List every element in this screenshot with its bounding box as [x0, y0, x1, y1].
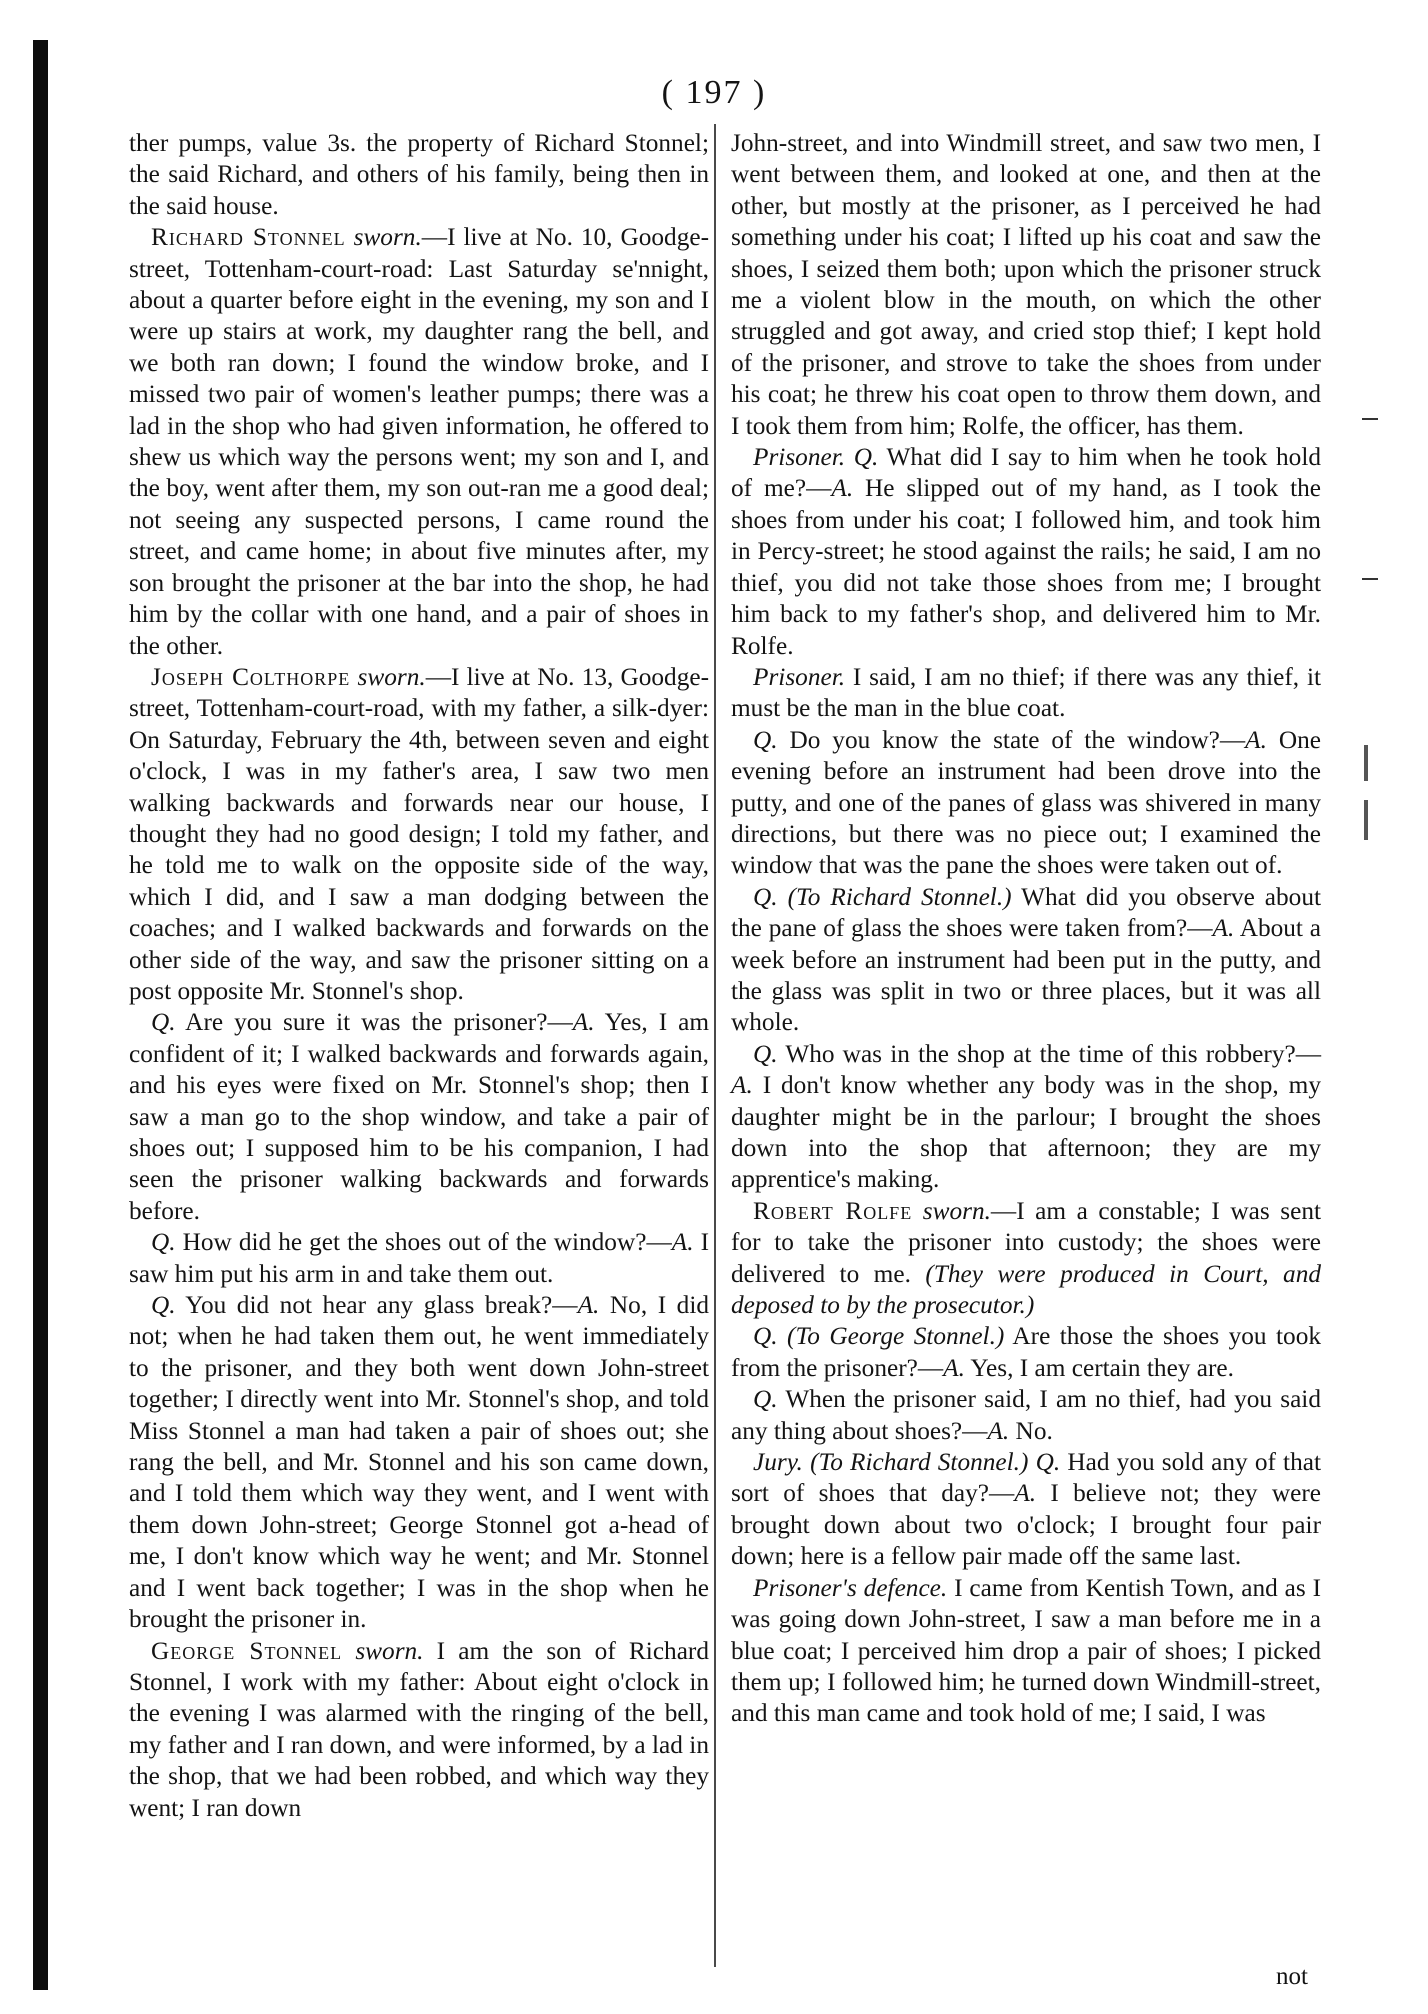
question-text: You did not hear any glass break?— [175, 1291, 578, 1320]
answer-text: Yes, I am certain they are. [964, 1353, 1234, 1382]
statement-paragraph [731, 662, 1321, 725]
answer-marker: A. [987, 1416, 1010, 1445]
question-paragraph [731, 882, 1321, 1039]
testimony-text: I am the son of Richard Stonnel, I work with my father: About eight o'clock in the evening I was alarmed with the ringing of the bell, my father and I ran down, and were informed, by a lad in the shop, that we had been robbed, and which way they went; I ran down [129, 1636, 709, 1822]
question-text: How did he get the shoes out of the window?— [175, 1228, 672, 1257]
testimony-text: —I live at No. 10, Goodge-street, Tottenham-court-road: Last Saturday se'nnight, about a quarter before eight in the evening, my son and I were up stairs at work, my daughter rang the bell, and we both ran down; I found the window broke, and I missed two pair of women's leather pumps; there was a lad in the shop who had given information, he offered to shew us which way the persons went; my son and I, and the boy, went after them, my son out-ran me a good deal; not seeing any suspected persons, I came round the street, and came home; in about five minutes after, my son brought the prisoner at the bar into the shop, he had him by the collar with one hand, and a pair of shoes in the other. [129, 223, 709, 660]
question-marker: Q. [853, 443, 879, 472]
margin-mark [1362, 418, 1378, 420]
question-paragraph [731, 725, 1321, 882]
answer-text: I believe not; they were brought down about two o'clock; I brought four pair down; here is a fellow pair made off the same last. [731, 1479, 1322, 1571]
page-binding-edge [33, 40, 48, 1990]
speaker-name: George Stonnel [151, 1636, 343, 1665]
testimony-paragraph [731, 1196, 1321, 1322]
question-marker: Q. [753, 1322, 778, 1351]
question-marker: Q. [753, 1385, 778, 1414]
statement-text: I came from Kentish Town, and as I was going down John-street, I saw a man before me in a blue coat; I perceived him drop a pair of shoes; I picked them up; I followed him; he turned down Windmill-street, and this man came and took hold of me; I said, I was [731, 1573, 1321, 1728]
question-marker: Q. [151, 1008, 176, 1037]
question-text: Who was in the shop at the time of this robbery?— [777, 1039, 1321, 1068]
answer-marker: A. [671, 1228, 694, 1257]
testimony-paragraph [129, 222, 709, 662]
question-marker: Q. [151, 1291, 176, 1320]
answer-text: About a week before an instrument had been put in the putty, and the glass was split in two or three places, but it was all whole. [731, 914, 1321, 1037]
question-text: What did I say to him when he took hold of me?— [731, 443, 1322, 503]
sworn-label: sworn. [922, 1196, 991, 1225]
right-column [731, 128, 1321, 1730]
speaker-name: Joseph Colthorpe [151, 662, 351, 691]
answer-marker: A. [572, 1008, 595, 1037]
sworn-label: sworn. [353, 223, 422, 252]
question-paragraph [731, 1447, 1321, 1573]
court-note: (They were produced in Court, and deposed to by the prosecutor.) [731, 1259, 1322, 1320]
answer-marker: A. [731, 1071, 753, 1100]
question-text: Do you know the state of the window?— [777, 725, 1246, 754]
question-text: Had you sold any of that sort of shoes that day?— [731, 1448, 1321, 1508]
page-number: ( 197 ) [661, 74, 767, 111]
prisoner-label: Prisoner. [753, 662, 846, 691]
left-column [129, 128, 709, 1824]
question-paragraph [129, 1227, 709, 1290]
addressee-note: (To Richard Stonnel.) [787, 882, 1012, 911]
question-marker: Q. [1035, 1448, 1061, 1477]
statement-paragraph [731, 1573, 1321, 1730]
question-paragraph [129, 1290, 709, 1635]
margin-mark [1364, 745, 1368, 781]
prisoner-label: Prisoner. [753, 443, 846, 472]
testimony-text: —I am a constable; I was sent for to take the prisoner into custody; the shoes were delivered to me. [731, 1196, 1322, 1288]
answer-text: One evening before an instrument had been drove into the putty, and one of the panes of glass was shivered in many directions, but there was no piece out; I examined the window that was the pane the shoes were taken out of. [731, 725, 1321, 880]
margin-mark [1362, 578, 1378, 580]
question-paragraph [129, 1007, 709, 1227]
answer-text: Yes, I am confident of it; I walked backwards and forwards again, and his eyes were fixed on Mr. Stonnel's shop; then I saw a man go to the shop window, and take a pair of shoes out; I supposed him to be his companion, I had seen the prisoner walking backwards and forwards before. [129, 1008, 709, 1225]
answer-marker: A. [1245, 725, 1267, 754]
sworn-label: sworn. [357, 662, 426, 691]
answer-text: I saw him put his arm in and take them out. [129, 1228, 709, 1288]
answer-marker: A. [577, 1291, 600, 1320]
question-paragraph [731, 1321, 1321, 1384]
testimony-paragraph [129, 1636, 709, 1824]
testimony-text: —I live at No. 13, Goodge-street, Tottenham-court-road, with my father, a silk-dyer: On Saturday, February the 4th, between seven and eight o'clock, I was in my father's area, I saw two men walking backwards and forwards near our house, I thought they had no good design; I told my father, and he told me to walk on the opposite side of the way, which I did, and I saw a man dodging between the coaches; and I walked backwards and forwards on the other side of the way, and saw the prisoner sitting on a post opposite Mr. Stonnel's shop. [129, 662, 710, 1005]
margin-mark [1364, 800, 1368, 840]
paragraph: John-street, and into Windmill street, and saw two men, I went between them, and looked at one, and then at the other, but mostly at the prisoner, as I perceived he had something under his coat; I lifted up his coat and saw the shoes, I seized them both; upon which the prisoner struck me a violent blow in the mouth, on which the other struggled and got away, and cried stop thief; I kept hold of the prisoner, and strove to take the shoes from under his coat; he threw his coat open to throw them down, and I took them from him; Rolfe, the officer, has them. [731, 129, 1321, 440]
answer-text: He slipped out of my hand, as I took the shoes from under his coat; I followed him, and took him in Percy-street; he stood against the rails; he said, I am no thief, you did not take those shoes from me; I brought him back to my father's shop, and delivered him to Mr. Rolfe. [731, 474, 1321, 660]
paragraph: ther pumps, value 3s. the property of Richard Stonnel; the said Richard, and others of his family, being then in the said house. [129, 129, 709, 220]
catchword: not [1276, 1963, 1308, 1990]
answer-text: I don't know whether any body was in the shop, my daughter might be in the parlour; I brought the shoes down into the shop that afternoon; they are my apprentice's making. [731, 1071, 1321, 1194]
speaker-name: Robert Rolfe [753, 1196, 913, 1225]
question-marker: Q. [151, 1228, 176, 1257]
question-paragraph [731, 1384, 1321, 1447]
column-divider [714, 124, 716, 1967]
jury-label: Jury. [753, 1448, 803, 1477]
answer-marker: A. [1014, 1479, 1037, 1508]
addressee-note: (To George Stonnel.) [787, 1322, 1005, 1351]
question-text: Are you sure it was the prisoner?— [175, 1008, 573, 1037]
speaker-name: Richard Stonnel [151, 223, 346, 252]
question-paragraph [731, 442, 1321, 662]
defence-label: Prisoner's defence. [753, 1573, 948, 1602]
question-marker: Q. [753, 725, 778, 754]
answer-text: No. [1009, 1416, 1053, 1445]
question-text: Are those the shoes you took from the prisoner?— [731, 1322, 1321, 1382]
question-text: When the prisoner said, I am no thief, had you said any thing about shoes?— [731, 1385, 1321, 1445]
statement-text: I said, I am no thief; if there was any thief, it must be the man in the blue coat. [731, 662, 1321, 723]
answer-marker: A. [1212, 914, 1235, 943]
sworn-label: sworn. [355, 1636, 424, 1665]
question-paragraph [731, 1039, 1321, 1196]
answer-marker: A. [831, 474, 854, 503]
question-marker: Q. [753, 1039, 778, 1068]
testimony-paragraph [129, 662, 709, 1007]
question-marker: Q. [753, 882, 778, 911]
question-text: What did you observe about the pane of glass the shoes were taken from?— [731, 882, 1322, 943]
addressee-note: (To Richard Stonnel.) [810, 1448, 1029, 1477]
answer-text: No, I did not; when he had taken them out, he went immediately to the prisoner, and they both went down John-street together; I directly went into Mr. Stonnel's shop, and told Miss Stonnel a man had taken a pair of shoes out; she rang the bell, and Mr. Stonnel and his son came down, and I told them which way they went, and I went with them down John-street; George Stonnel got a-head of me, I don't know which way he went; and Mr. Stonnel and I went back together; I was in the shop when he brought the prisoner in. [129, 1291, 709, 1634]
answer-marker: A. [943, 1353, 965, 1382]
